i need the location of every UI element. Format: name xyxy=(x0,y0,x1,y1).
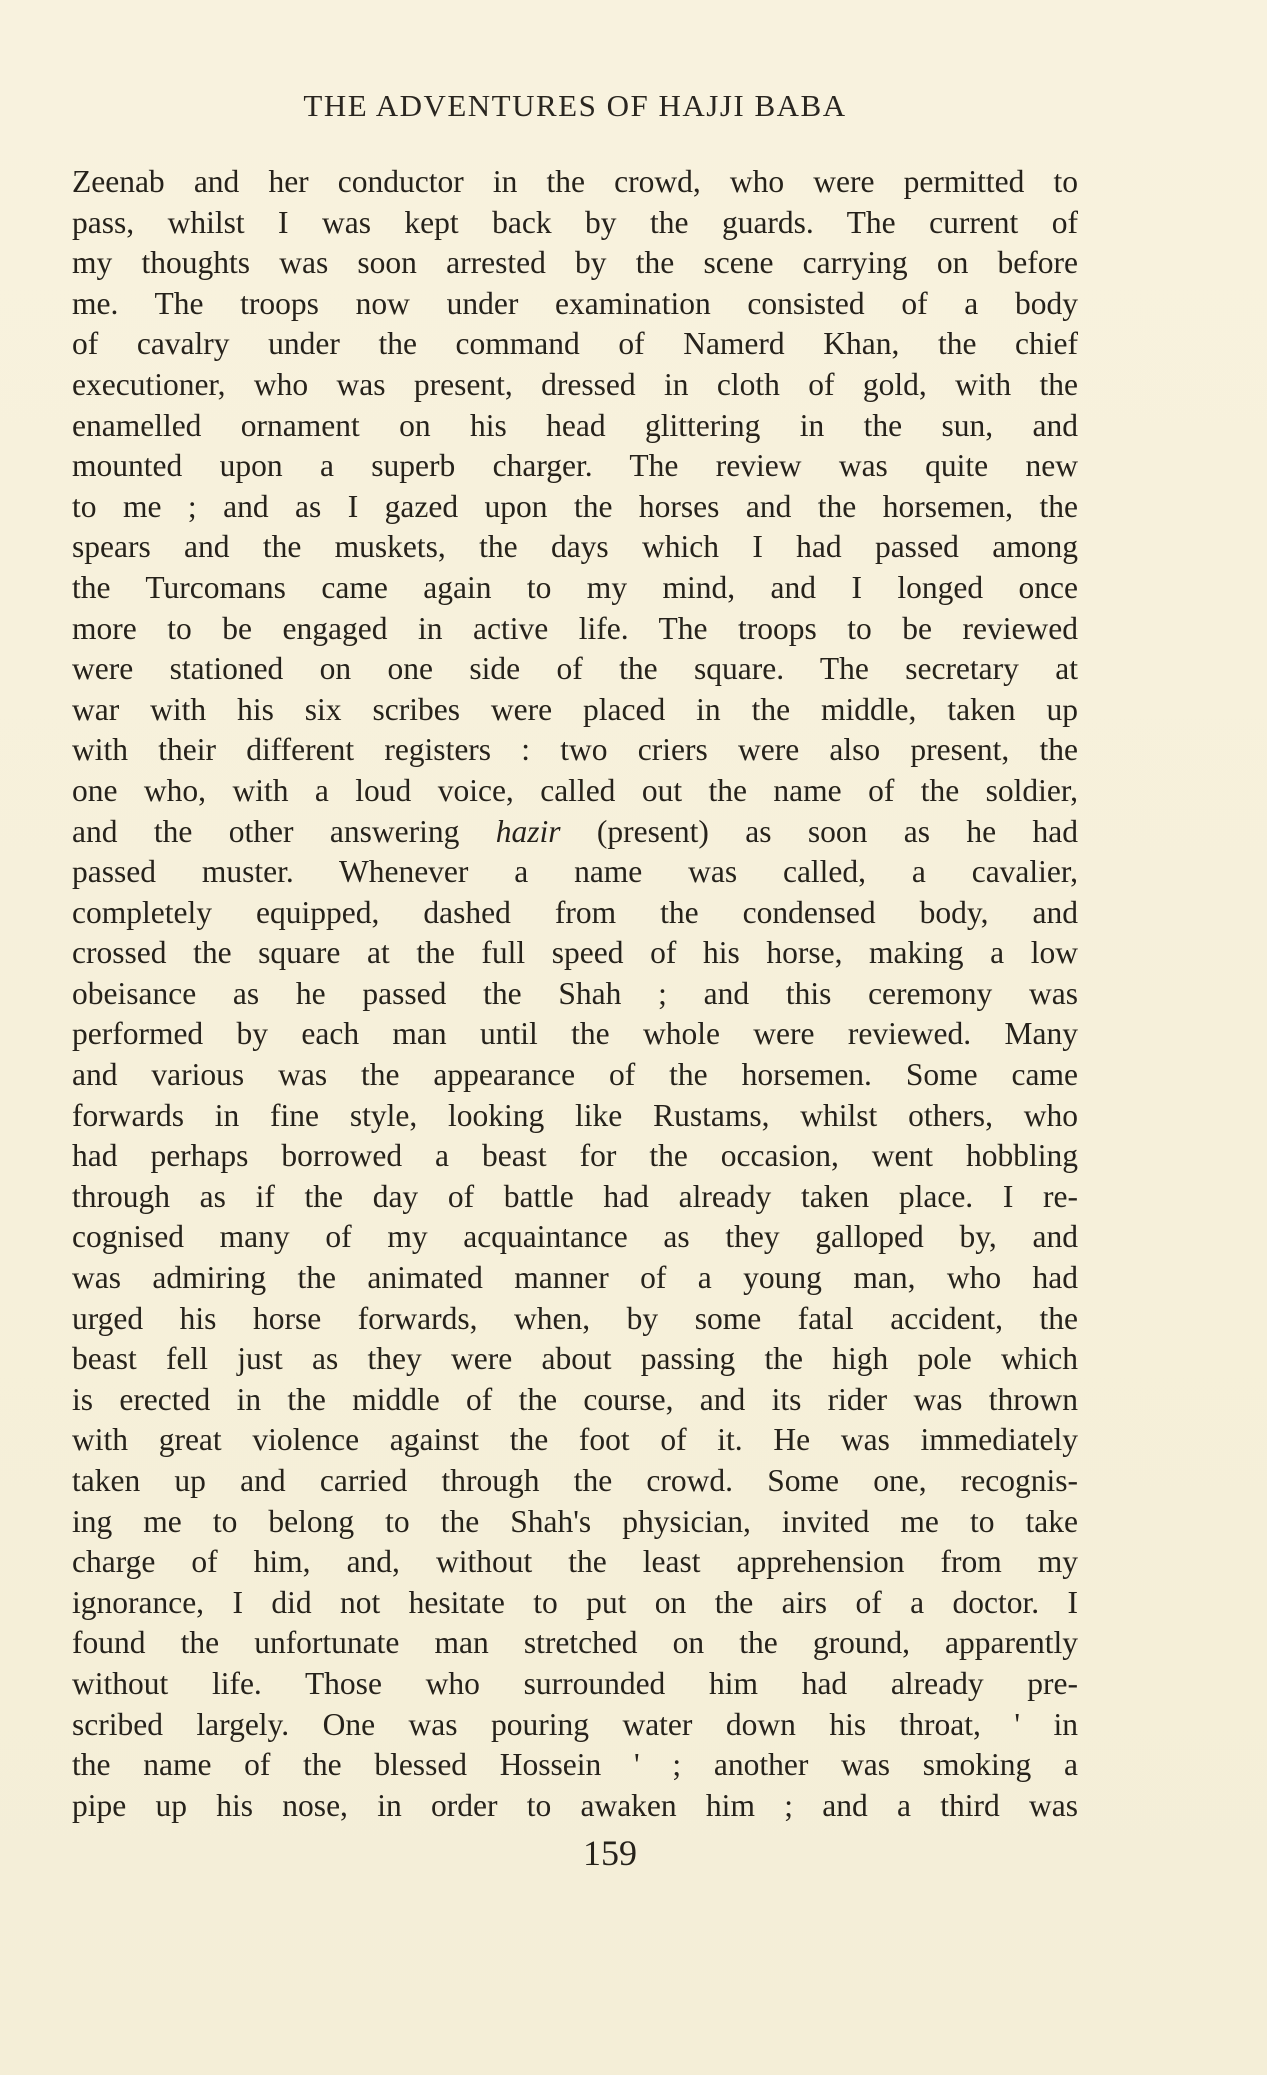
text-line: war with his six scribes were placed in the middle, taken up xyxy=(72,691,1078,727)
text-line: more to be engaged in active life. The troops to be reviewed xyxy=(72,610,1078,646)
text-line: taken up and carried through the crowd. Some one, recognis- xyxy=(72,1463,1078,1498)
text-line: cognised many of my acquaintance as they galloped by, and xyxy=(72,1219,1078,1255)
text-line: forwards in fine style, looking like Rustams, whilst others, who xyxy=(72,1097,1078,1133)
text-line: passed muster. Whenever a name was called, a cavalier, xyxy=(72,854,1078,890)
text-line: scribed largely. One was pouring water down his throat, ' in xyxy=(72,1706,1078,1742)
text-line: urged his horse forwards, when, by some fatal accident, the xyxy=(72,1300,1078,1336)
line-text-before: and the other answering xyxy=(72,813,496,849)
text-line: through as if the day of battle had already taken place. I re- xyxy=(72,1178,1078,1214)
page-number: 159 xyxy=(583,1833,637,1873)
text-line: completely equipped, dashed from the condensed body, and xyxy=(72,894,1078,930)
text-line: pass, whilst I was kept back by the guards. The current of xyxy=(72,204,1078,240)
text-line: charge of him, and, without the least apprehension from my xyxy=(72,1544,1078,1580)
text-line: the name of the blessed Hossein ' ; another was smoking a xyxy=(72,1747,1078,1783)
text-line: enamelled ornament on his head glittering in the sun, and xyxy=(72,407,1078,443)
text-line: one who, with a loud voice, called out the name of the soldier, xyxy=(72,772,1078,808)
text-line: and various was the appearance of the horsemen. Some came xyxy=(72,1057,1078,1093)
text-line: me. The troops now under examination consisted of a body xyxy=(72,285,1078,321)
text-line: with great violence against the foot of it. He was immediately xyxy=(72,1422,1078,1458)
text-line: had perhaps borrowed a beast for the occasion, went hobbling xyxy=(72,1138,1078,1174)
text-line: beast fell just as they were about passing the high pole which xyxy=(72,1341,1078,1377)
text-line: is erected in the middle of the course, and its rider was thrown xyxy=(72,1381,1078,1417)
italic-word-hazir: hazir xyxy=(495,813,561,849)
text-line: pipe up his nose, in order to awaken him ; and a third was xyxy=(72,1787,1078,1823)
line-text-after: (present) as soon as he had xyxy=(560,813,1078,849)
text-line: ing me to belong to the Shah's physician, invited me to take xyxy=(72,1503,1078,1539)
text-line: was admiring the animated manner of a young man, who had xyxy=(72,1260,1078,1296)
text-line: obeisance as he passed the Shah ; and this ceremony was xyxy=(72,975,1078,1011)
running-head: THE ADVENTURES OF HAJJI BABA xyxy=(303,88,847,123)
text-line: ignorance, I did not hesitate to put on the airs of a doctor. I xyxy=(72,1584,1078,1620)
text-line: Zeenab and her conductor in the crowd, who were permitted to xyxy=(72,164,1078,199)
text-line: were stationed on one side of the square. The secretary at xyxy=(72,651,1078,687)
text-line-with-italic xyxy=(72,812,1078,853)
text-line: of cavalry under the command of Namerd Khan, the chief xyxy=(72,326,1078,362)
text-line: executioner, who was present, dressed in cloth of gold, with the xyxy=(72,366,1078,402)
text-line: to me ; and as I gazed upon the horses and the horsemen, the xyxy=(72,488,1078,524)
body-text xyxy=(72,162,1078,1826)
text-line: the Turcomans came again to my mind, and I longed once xyxy=(72,569,1078,605)
text-line: without life. Those who surrounded him had already pre- xyxy=(72,1665,1078,1701)
text-line: with their different registers : two criers were also present, the xyxy=(72,732,1078,768)
text-line: my thoughts was soon arrested by the scene carrying on before xyxy=(72,245,1078,281)
text-line: found the unfortunate man stretched on the ground, apparently xyxy=(72,1625,1078,1661)
text-line: mounted upon a superb charger. The review was quite new xyxy=(72,448,1078,484)
text-line: performed by each man until the whole were reviewed. Many xyxy=(72,1016,1078,1052)
text-line: spears and the muskets, the days which I had passed among xyxy=(72,529,1078,565)
text-line: crossed the square at the full speed of his horse, making a low xyxy=(72,935,1078,971)
